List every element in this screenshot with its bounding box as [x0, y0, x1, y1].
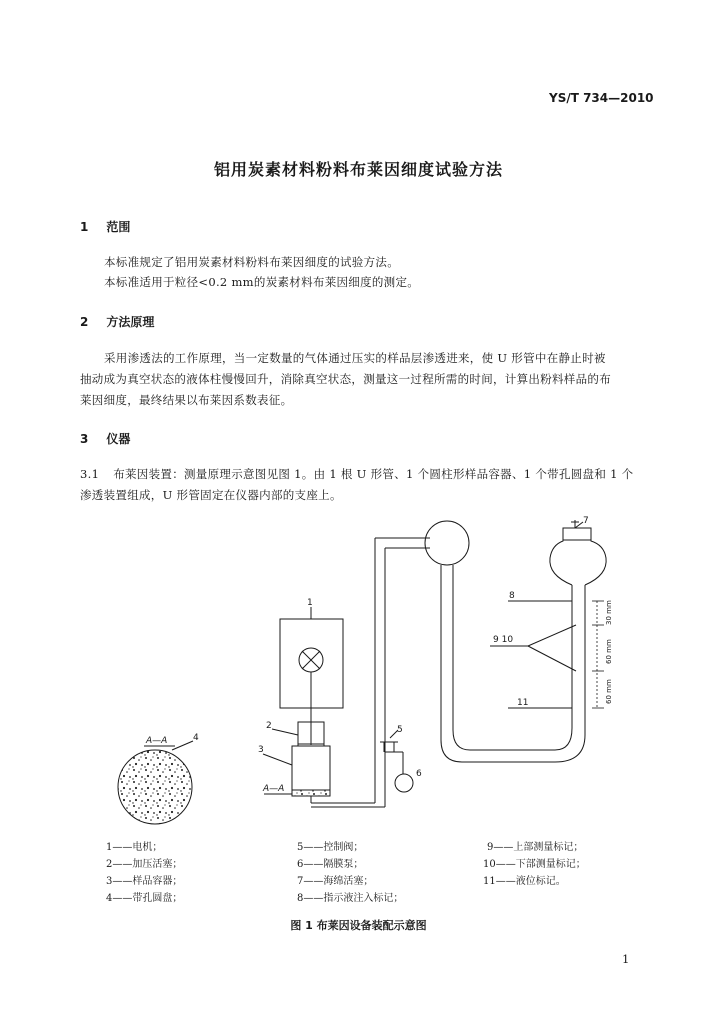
- label-11: 11: [517, 698, 529, 708]
- legend-item-7: 7——海绵活塞；: [297, 876, 374, 887]
- legend-item-1: 1——电机；: [106, 842, 163, 853]
- dim-60mm-a: 60 mm: [605, 639, 613, 664]
- section-1-para-2: 本标准适用于粒径<0.2 mm的炭素材料布莱因细度的测定。: [104, 275, 420, 289]
- leader-4: [172, 741, 193, 750]
- section-3-1-text: 布莱因装置：测量原理示意图见图 1。由 1 根 U 形管、1 个圆柱形样品容器、1 个带孔圆盘和 1 个: [113, 467, 634, 481]
- figure-caption: 图 1 布莱因设备装配示意图: [290, 919, 427, 932]
- label-aa-top: A—A: [146, 736, 168, 746]
- legend-item-4: 4——带孔圆盘；: [106, 893, 183, 904]
- label-6: 6: [416, 769, 422, 779]
- label-aa-side: A—A: [263, 784, 285, 794]
- label-9-10: 9 10: [493, 635, 514, 645]
- label-3: 3: [258, 745, 264, 755]
- dim-60mm-b: 60 mm: [605, 679, 613, 704]
- label-4: 4: [193, 733, 199, 743]
- leader-2: [272, 729, 298, 735]
- leader-9: [528, 625, 576, 646]
- legend-item-2: 2——加压活塞；: [106, 859, 183, 870]
- legend-item-9: 9——上部测量标记；: [487, 842, 584, 853]
- legend-item-10: 10——下部测量标记；: [483, 859, 586, 870]
- sample-container: [292, 746, 330, 794]
- document-title: 铝用炭素材料粉料布莱因细度试验方法: [213, 160, 503, 179]
- section-2-number: 2: [80, 315, 89, 329]
- section-2-line-2: 抽动成为真空状态的液体柱慢慢回升，消除真空状态，测量这一过程所需的时间，计算出粉料样品的布: [80, 372, 611, 386]
- leader-7: [575, 522, 583, 528]
- section-3-1-line-2: 渗透装置组成，U 形管固定在仪器内部的支座上。: [80, 488, 342, 502]
- perforated-disc-section: [118, 750, 192, 824]
- section-3-title: 仪器: [106, 432, 131, 446]
- manometer-bulb: [425, 521, 469, 565]
- section-3-1-number: 3.1: [80, 467, 100, 481]
- dim-30mm: 30 mm: [605, 600, 613, 625]
- dimension-lines: [592, 601, 604, 708]
- standard-number: YS/T 734—2010: [549, 91, 654, 105]
- section-1-para-1: 本标准规定了铝用炭素材料粉料布莱因细度的试验方法。: [104, 255, 399, 269]
- leader-3: [263, 754, 292, 765]
- label-7: 7: [583, 516, 589, 526]
- section-2-line-1: 采用渗透法的工作原理，当一定数量的气体通过压实的样品层渗透进来，使 U 形管中在静止时被: [104, 351, 606, 365]
- page-number: 1: [622, 952, 630, 966]
- legend-item-6: 6——隔膜泵；: [297, 859, 364, 870]
- section-2-line-3: 莱因细度，最终结果以布莱因系数表征。: [80, 393, 293, 407]
- label-2: 2: [266, 721, 272, 731]
- leader-10: [528, 646, 576, 671]
- legend-item-11: 11——液位标记。: [483, 876, 566, 887]
- sponge-piston: [563, 528, 591, 540]
- label-1: 1: [307, 598, 313, 608]
- label-8: 8: [509, 591, 515, 601]
- perforated-disc: [292, 790, 330, 796]
- section-2-title: 方法原理: [106, 315, 155, 329]
- legend-item-3: 3——样品容器；: [106, 876, 183, 887]
- section-1-title: 范围: [106, 220, 131, 234]
- legend-item-8: 8——指示液注入标记；: [297, 893, 404, 904]
- motor-icon: [299, 648, 323, 672]
- diaphragm-pump: [395, 774, 413, 792]
- section-3-number: 3: [80, 432, 89, 446]
- section-1-number: 1: [80, 220, 89, 234]
- legend-item-5: 5——控制阀；: [297, 842, 364, 853]
- label-5: 5: [397, 725, 403, 735]
